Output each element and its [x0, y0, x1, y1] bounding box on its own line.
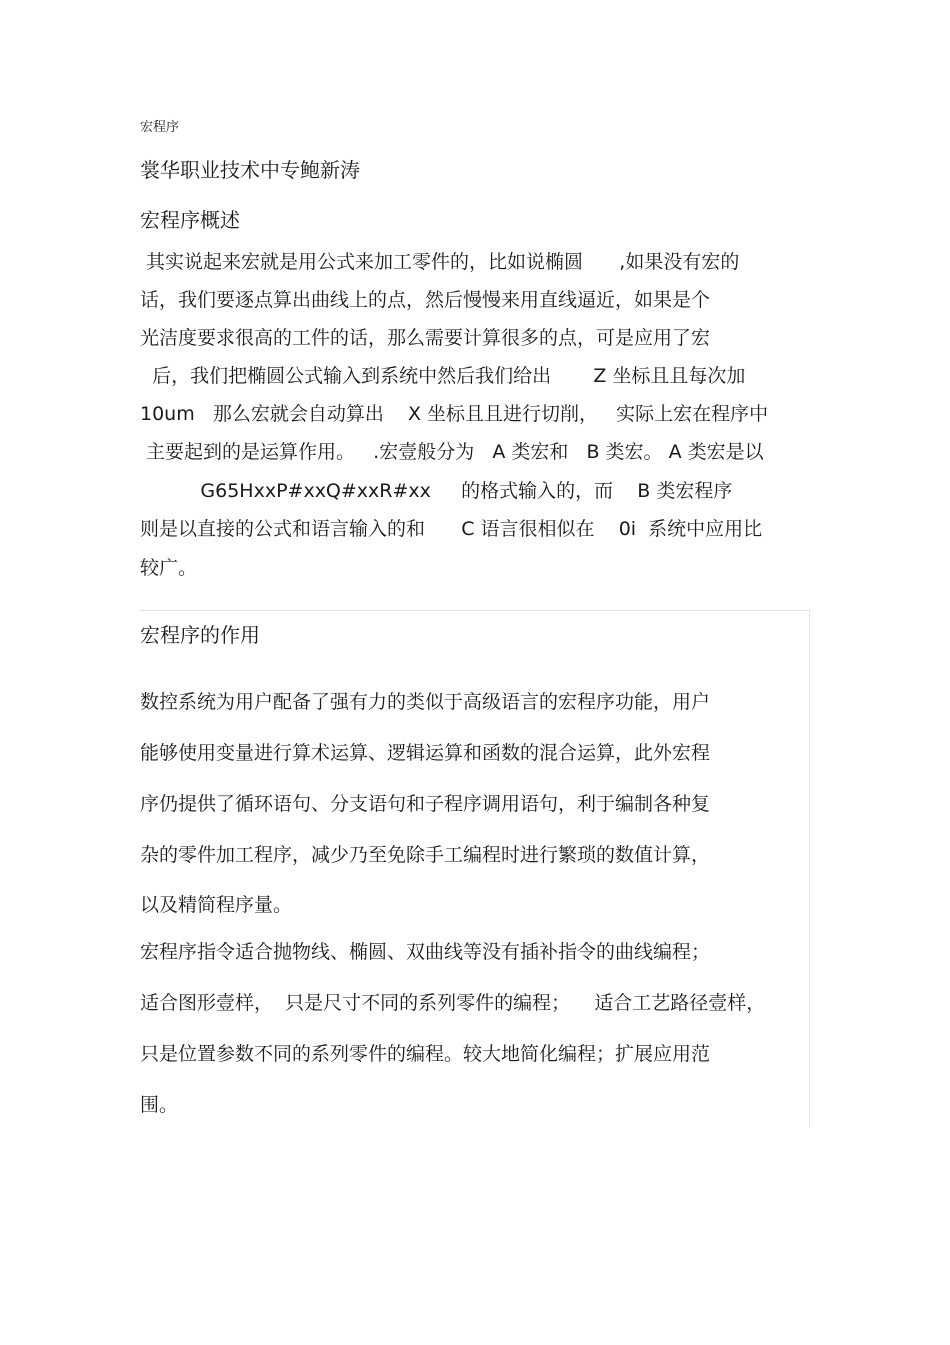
- overview-line: 话，我们要逐点算出曲线上的点，然后慢慢来用直线逼近，如果是个: [140, 289, 711, 311]
- function-line: 适合图形壹样， 只是尺寸不同的系列零件的编程； 适合工艺路径壹样，: [140, 992, 766, 1014]
- overview-line: 其实说起来宏就是用公式来加工零件的，比如说椭圆 ,如果没有宏的: [140, 251, 740, 273]
- overview-line: 10um 那么宏就会自动算出 X 坐标且且进行切削， 实际上宏在程序中: [140, 403, 769, 425]
- overview-line: 后，我们把椭圆公式输入到系统中然后我们给出 Z 坐标且且每次加: [140, 365, 746, 387]
- header-label: 宏程序: [140, 120, 180, 135]
- overview-line: 较广。: [140, 557, 198, 579]
- function-line: 杂的零件加工程序，减少乃至免除手工编程时进行繁琐的数值计算，: [140, 844, 711, 866]
- function-line: 以及精简程序量。: [140, 894, 293, 916]
- section-title-overview: 宏程序概述: [140, 208, 240, 232]
- function-line: 围。: [140, 1094, 179, 1116]
- function-line: 能够使用变量进行算术运算、逻辑运算和函数的混合运算，此外宏程: [140, 742, 711, 764]
- function-line: 序仍提供了循环语句、分支语句和子程序调用语句，利于编制各种复: [140, 793, 711, 815]
- function-line: 只是位置参数不同的系列零件的编程。较大地简化编程；扩展应用范: [140, 1043, 711, 1065]
- overview-line: 主要起到的是运算作用。 .宏壹般分为 A 类宏和 B 类宏。 A 类宏是以: [140, 441, 764, 463]
- overview-line: 光洁度要求很高的工件的话，那么需要计算很多的点，可是应用了宏: [140, 327, 711, 349]
- overview-line: G65HxxP#xxQ#xxR#xx 的格式输入的，而 B 类宏程序: [140, 480, 733, 502]
- section-title-function: 宏程序的作用: [140, 623, 260, 647]
- overview-line: 则是以直接的公式和语言输入的和 C 语言很相似在 0i 系统中应用比: [140, 518, 763, 540]
- author-line: 裳华职业技术中专鲍新涛: [140, 158, 360, 182]
- function-line: 数控系统为用户配备了强有力的类似于高级语言的宏程序功能，用户: [140, 691, 711, 713]
- function-line: 宏程序指令适合抛物线、椭圆、双曲线等没有插补指令的曲线编程；: [140, 941, 711, 963]
